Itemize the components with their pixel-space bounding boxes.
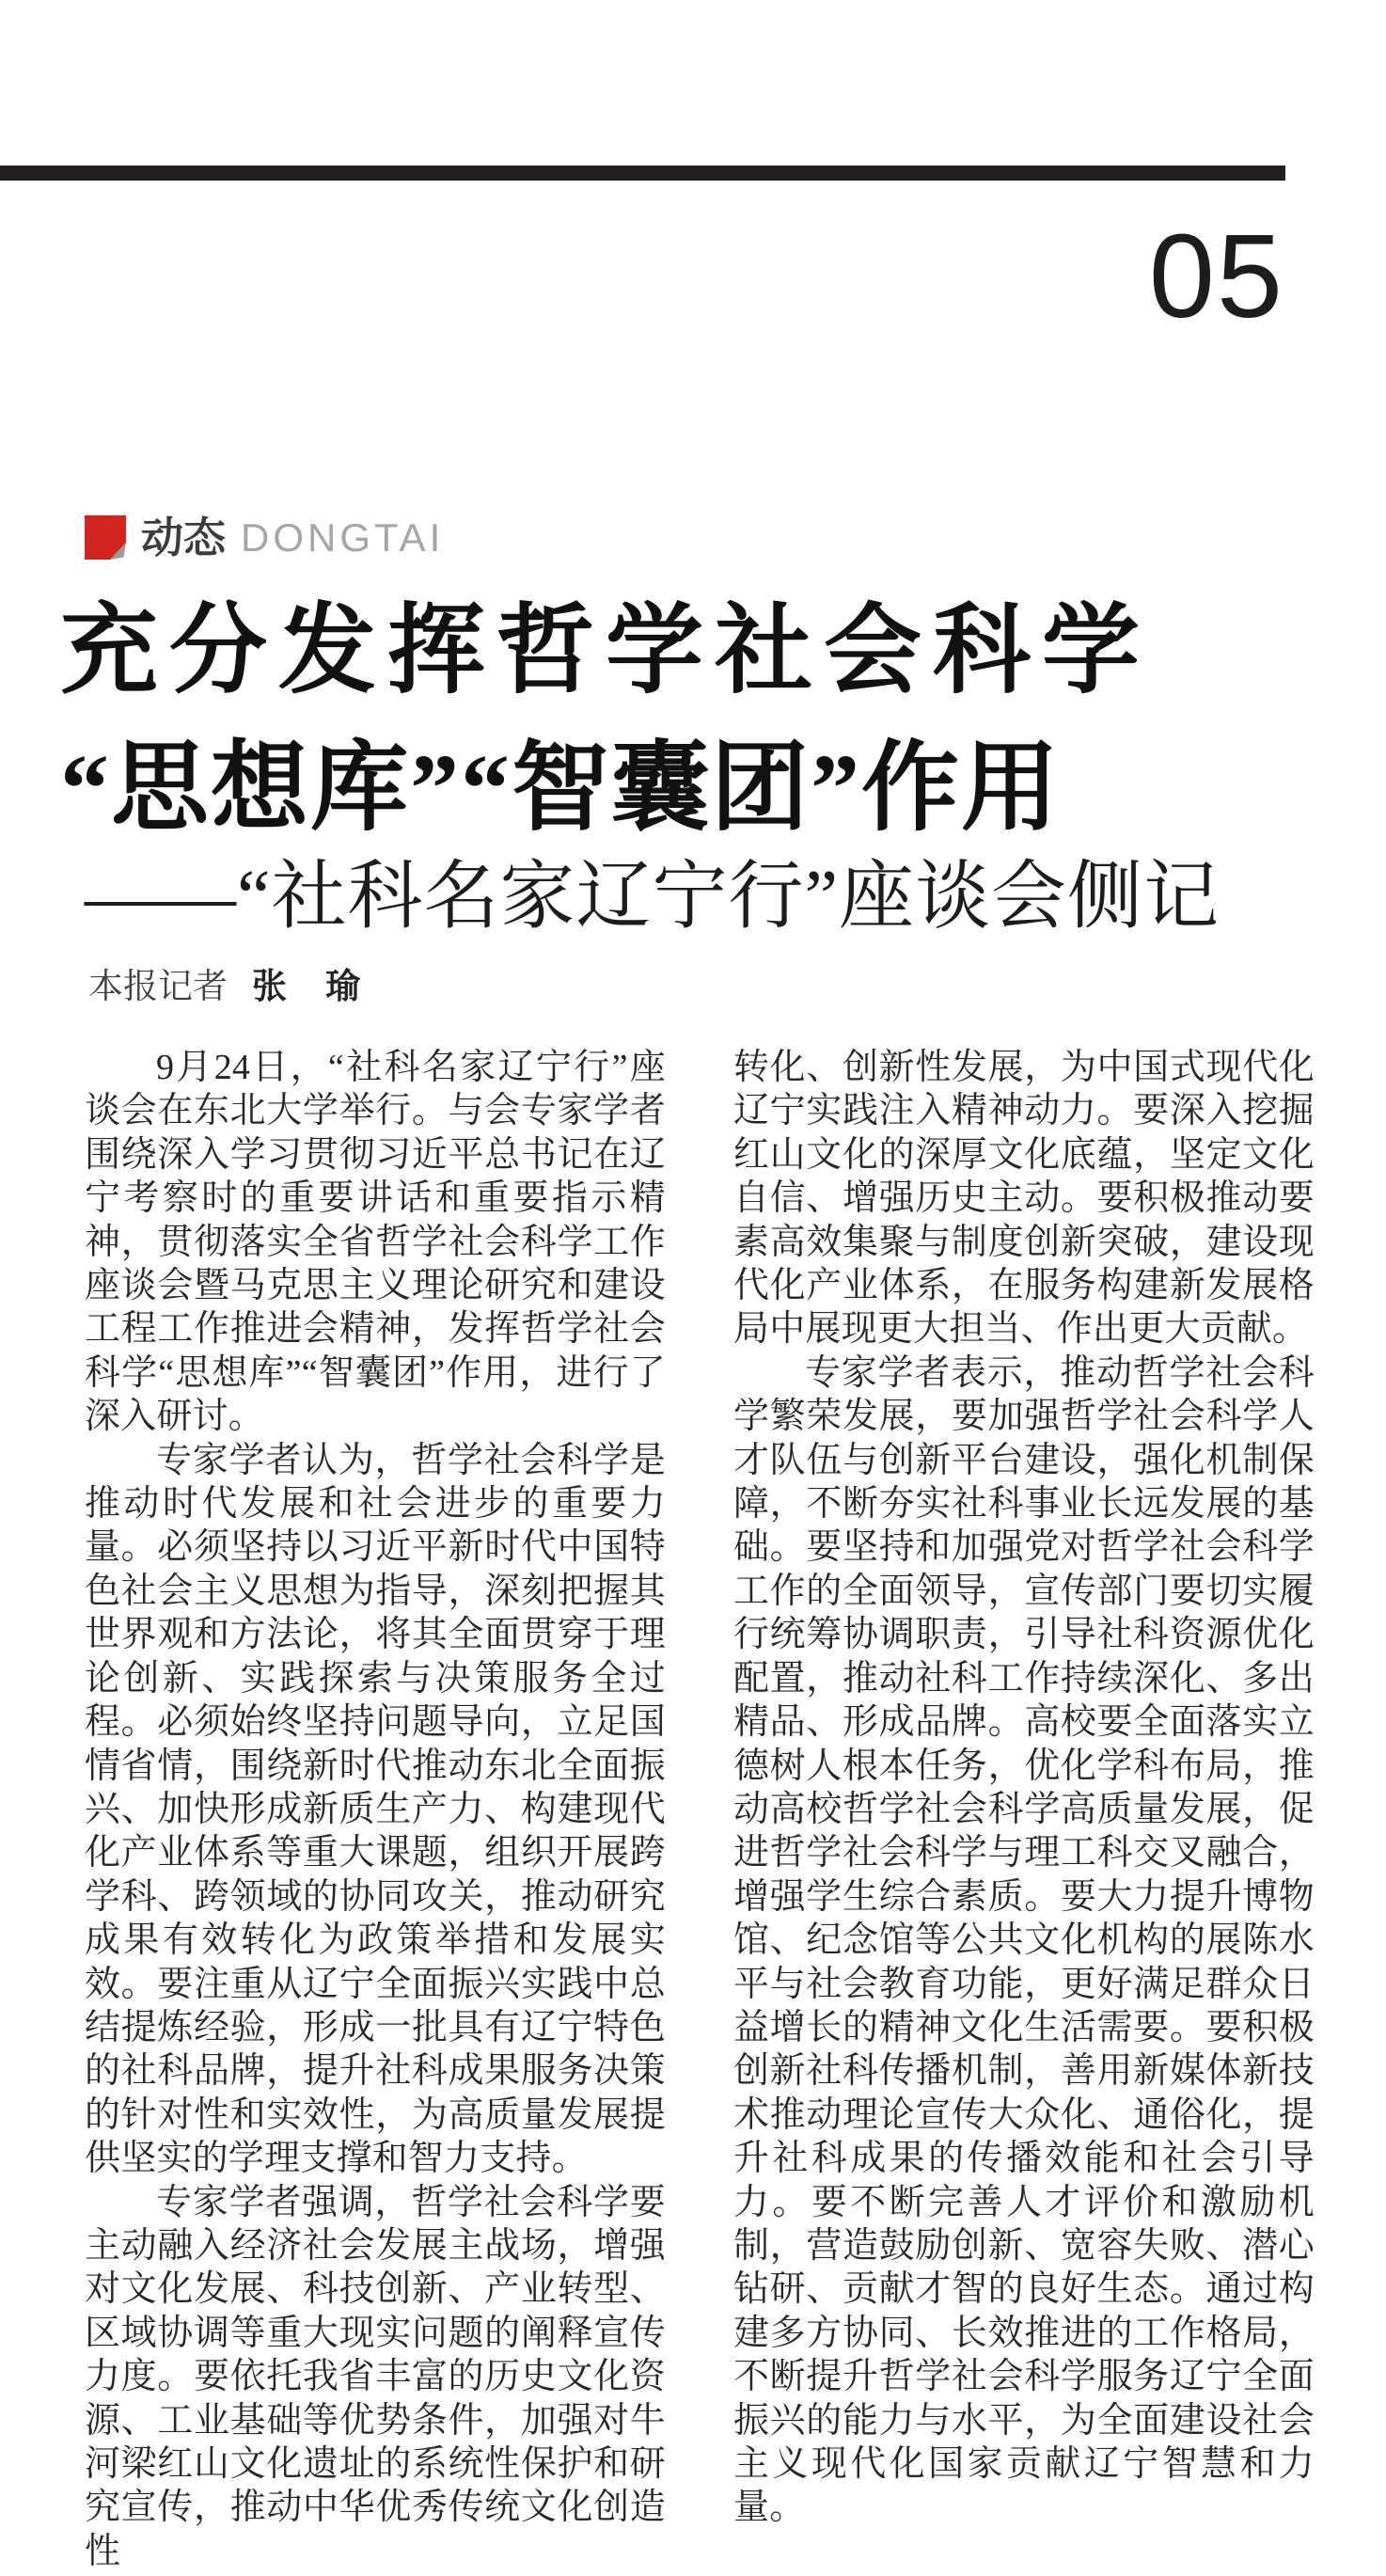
section-label-en: DONGTAI — [241, 515, 445, 560]
top-rule — [0, 166, 1285, 181]
body-column-right — [733, 1046, 1315, 2530]
page-flip-icon — [85, 515, 126, 560]
body-column-left — [85, 1046, 666, 2573]
headline-line-1: 充分发挥哲学社会科学 — [60, 597, 1152, 705]
paragraph: 专家学者表示，推动哲学社会科学繁荣发展，要加强哲学社会科学人才队伍与创新平台建设，强化机制保障，不断夯实社科事业长远发展的基础。要坚持和加强党对哲学社会科学工作的全面领导，宣传部门要切实履行统筹协调职责，引导社科资源优化配置，推动社科工作持续深化、多出精品、形成品牌。高校要全面落实立德树人根本任务，优化学科布局，推动高校哲学社会科学高质量发展，促进哲学社会科学与理工科交叉融合，增强学生综合素质。要大力提升博物馆、纪念馆等公共文化机构的展陈水平与社会教育功能，更好满足群众日益增长的精神文化生活需要。要积极创新社科传播机制，善用新媒体新技术推动理论宣传大众化、通俗化，提升社科成果的传播效能和社会引导力。要不断完善人才评价和激励机制，营造鼓励创新、宽容失败、潜心钻研、贡献才智的良好生态。通过构建多方协同、长效推进的工作格局，不断提升哲学社会科学服务辽宁全面振兴的能力与水平，为全面建设社会主义现代化国家贡献辽宁智慧和力量。 — [733, 1352, 1315, 2528]
paragraph-continuation: 转化、创新性发展，为中国式现代化辽宁实践注入精神动力。要深入挖掘红山文化的深厚文化底蕴，坚定文化自信、增强历史主动。要积极推动要素高效集聚与制度创新突破，建设现代化产业体系，在服务构建新发展格局中展现更大担当、作出更大贡献。 — [733, 1048, 1315, 1350]
paragraph: 9月24日，“社科名家辽宁行”座谈会在东北大学举行。与会专家学者围绕深入学习贯彻习近平总书记在辽宁考察时的重要讲话和重要指示精神，贯彻落实全省哲学社会科学工作座谈会暨马克思主义理论研究和建设工程工作推进会精神，发挥哲学社会科学“思想库”“智囊团”作用，进行了深入研讨。 — [85, 1048, 666, 1437]
headline-line-2: “思想库”“智囊团”作用 — [60, 735, 1062, 843]
article-subtitle: ——“社科名家辽宁行”座谈会侧记 — [85, 856, 1221, 939]
paragraph: 专家学者强调，哲学社会科学要主动融入经济社会发展主战场，增强对文化发展、科技创新、产业转型、区域协调等重大现实问题的阐释宣传力度。要依托我省丰富的历史文化资源、工业基础等优势条件，加强对牛河梁红山文化遗址的系统性保护和研究宣传，推动中华优秀传统文化创造性 — [85, 2182, 666, 2571]
article-headline — [60, 583, 1151, 858]
byline-name: 张 瑜 — [252, 968, 362, 1006]
paragraph: 专家学者认为，哲学社会科学是推动时代发展和社会进步的重要力量。必须坚持以习近平新时代中国特色社会主义思想为指导，深刻把握其世界观和方法论，将其全面贯穿于理论创新、实践探索与决策服务全过程。必须始终坚持问题导向，立足国情省情，围绕新时代推动东北全面振兴、加快形成新质生产力、构建现代化产业体系等重大课题，组织开展跨学科、跨领域的协同攻关，推动研究成果有效转化为政策举措和发展实效。要注重从辽宁全面振兴实践中总结提炼经验，形成一批具有辽宁特色的社科品牌，提升社科成果服务决策的针对性和实效性，为高质量发展提供坚实的学理支撑和智力支持。 — [85, 1440, 666, 2179]
section-label-cn: 动态 — [141, 514, 227, 561]
byline-role: 本报记者 — [88, 968, 228, 1006]
byline — [88, 967, 362, 1008]
page-number: 05 — [1148, 210, 1284, 342]
section-header — [85, 515, 444, 560]
